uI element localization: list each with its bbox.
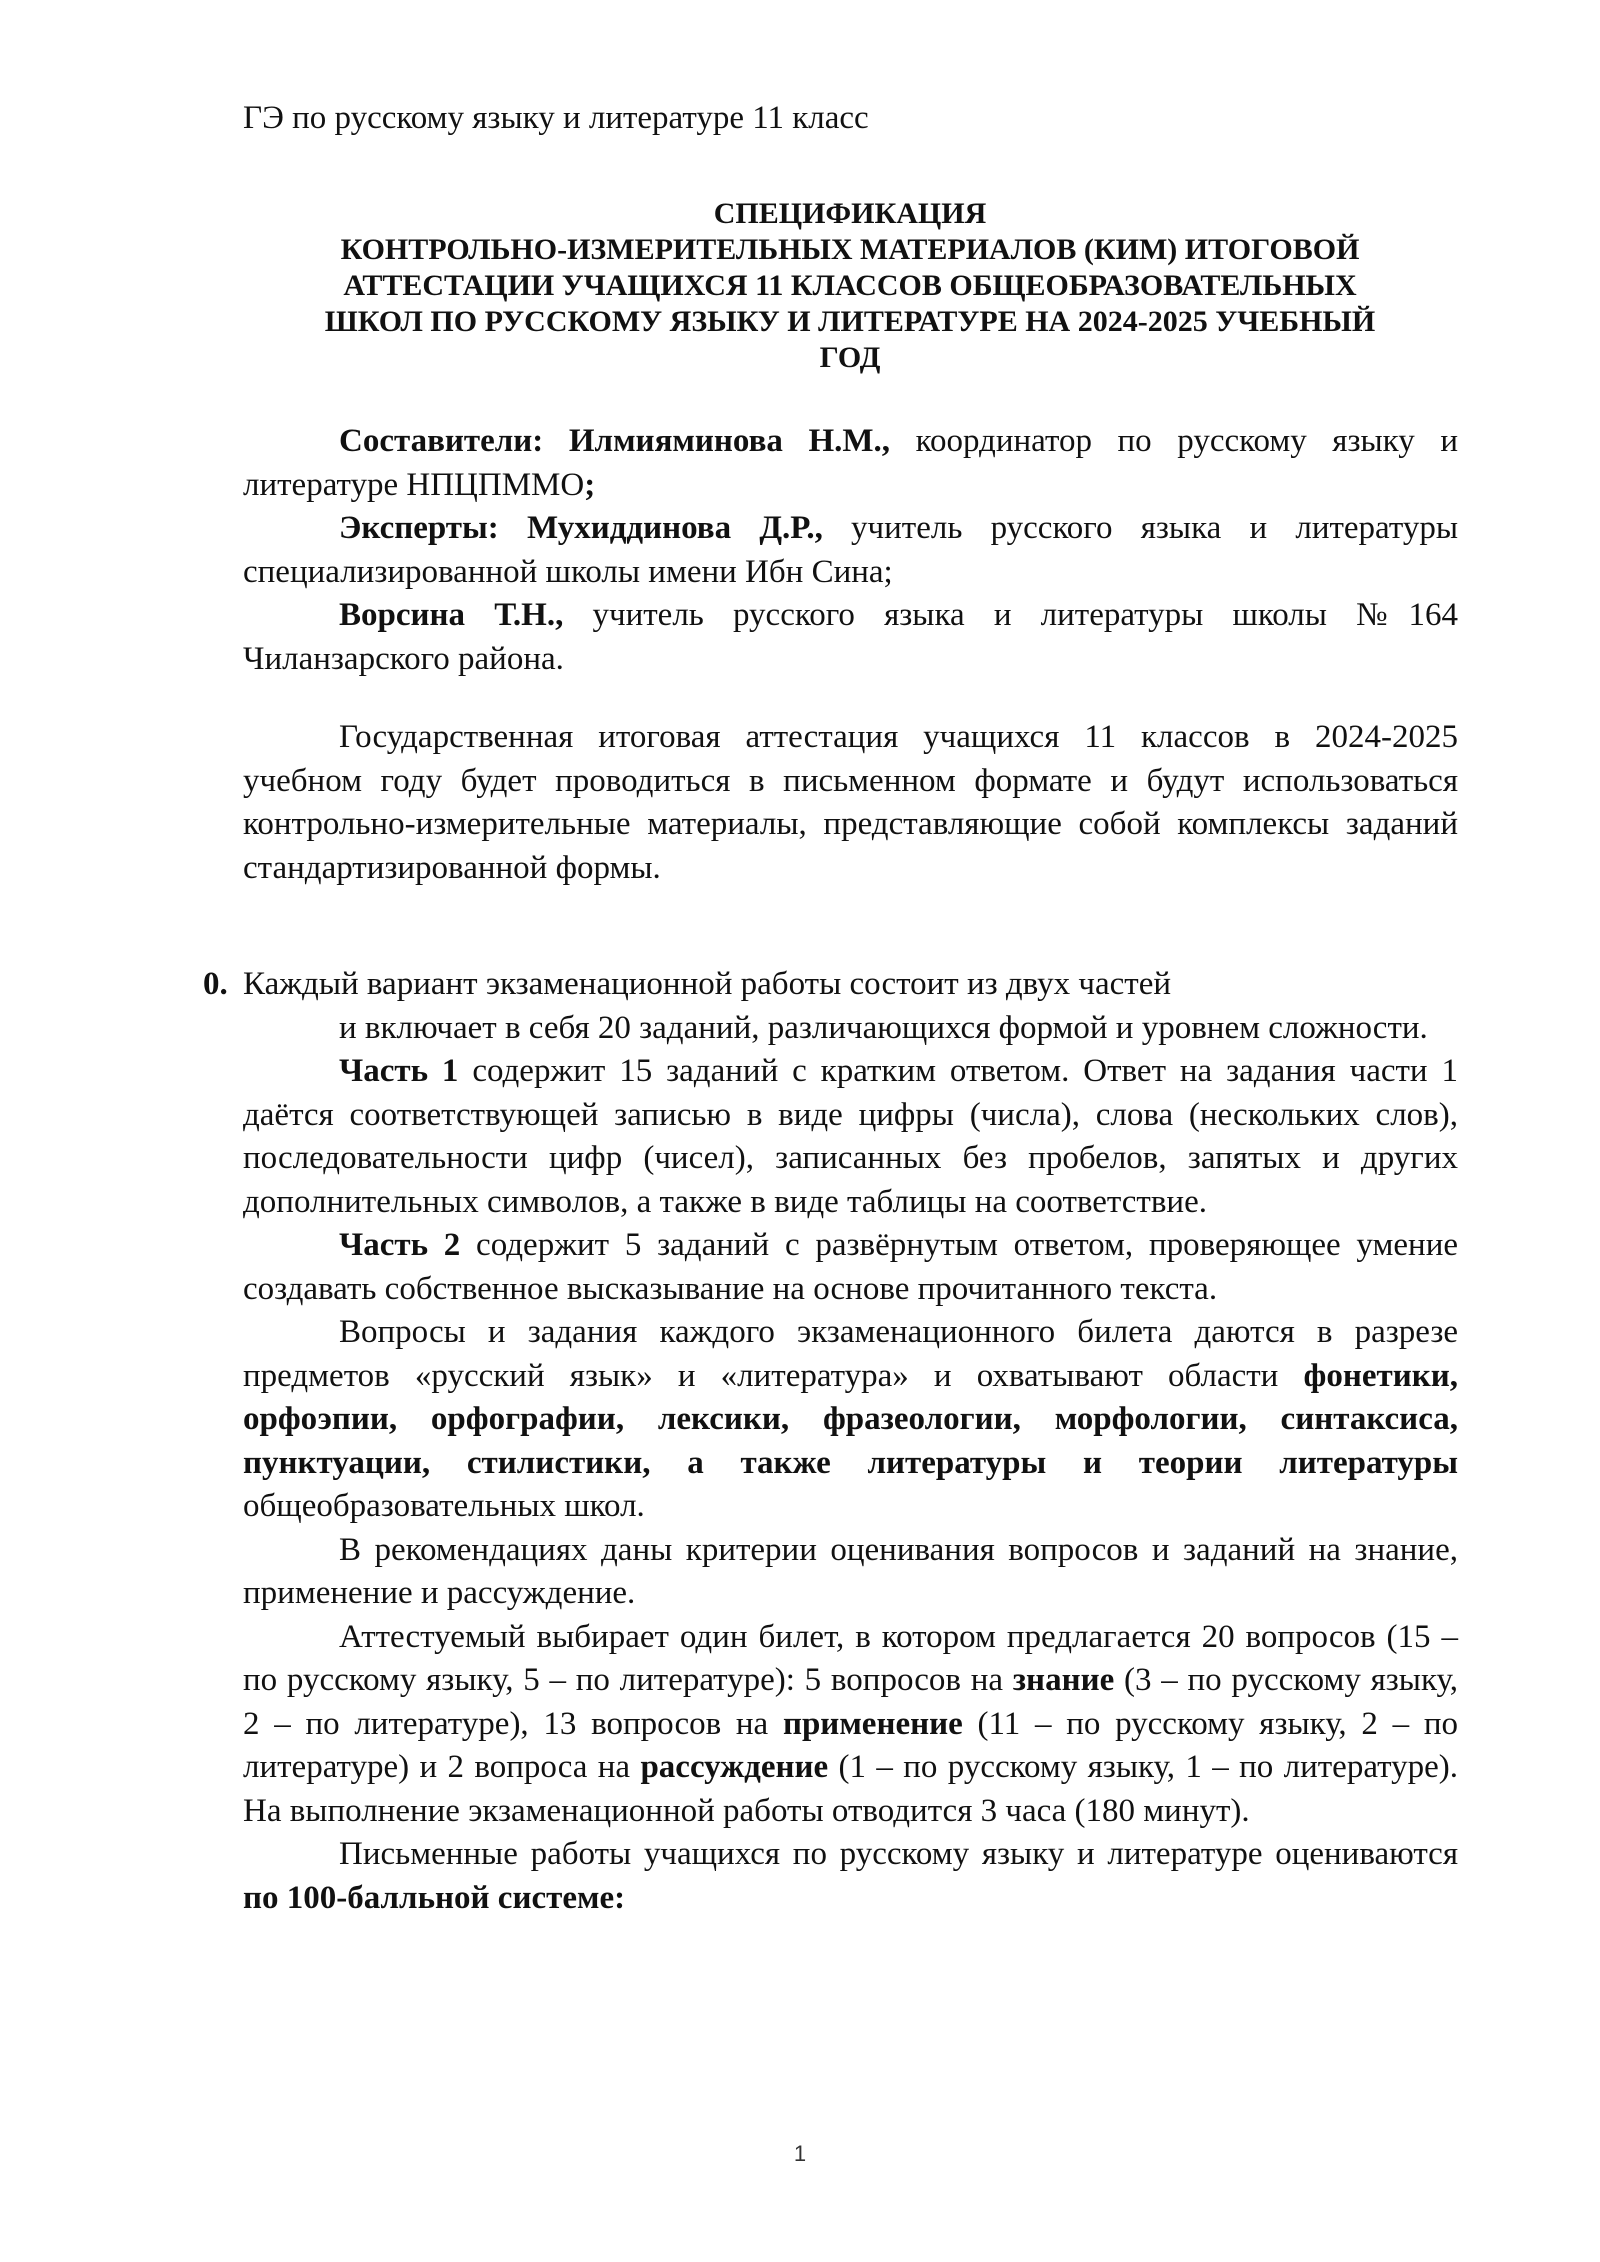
title-line: СПЕЦИФИКАЦИЯ	[713, 197, 987, 230]
expert2-paragraph	[243, 594, 1458, 681]
part1-paragraph	[243, 1050, 1458, 1224]
part2-text: содержит 5 заданий с развёрнутым ответом, проверяющее умение создавать собственное высказывание на основе прочитанного текста.	[243, 1227, 1458, 1307]
intro-paragraph: Государственная итоговая аттестация учащихся 11 классов в 2024-2025 учебном году будет проводиться в письменном формате и будут использоваться контрольно-измерительные материалы, представляющие собой комплексы заданий стандартизированной формы.	[243, 719, 1458, 886]
title-line: ШКОЛ ПО РУССКОМУ ЯЗЫКУ И ЛИТЕРАТУРЕ НА 2024-2025 УЧЕБНЫЙ	[324, 305, 1376, 338]
title-line: ГОД	[819, 341, 881, 374]
expert1-paragraph	[243, 507, 1458, 594]
title-line: АТТЕСТАЦИИ УЧАЩИХСЯ 11 КЛАССОВ ОБЩЕОБРАЗОВАТЕЛЬНЫХ	[343, 269, 1357, 302]
ticket-text-d: (1 – по русскому языку, 1 – по литературе). На выполнение экзаменационной работы отводится 3 часа (180 минут).	[243, 1749, 1458, 1829]
ticket-text-c: (11 – по русскому языку, 2 – по литературе) и 2 вопроса на	[243, 1705, 1458, 1785]
section-0-block	[243, 963, 1458, 1920]
areas-text: Вопросы и задания каждого экзаменационного билета даются в разрезе предметов «русский язык» и «литература» и охватывают области	[243, 1314, 1458, 1394]
document-title	[240, 196, 1460, 376]
areas-bold: фонетики, орфоэпии, орфографии, лексики, фразеологии, морфологии, синтаксиса, пунктуации, стилистики, а также литературы и теории литературы	[243, 1357, 1458, 1481]
compilers-paragraph	[243, 420, 1458, 507]
part1-label: Часть 1	[339, 1053, 459, 1089]
authors-block	[243, 420, 1458, 681]
compiler-name: Илмияминова Н.М.,	[568, 423, 891, 459]
grading-paragraph	[243, 1833, 1458, 1920]
ticket-reasoning: рассуждение	[640, 1749, 829, 1785]
ticket-application: применение	[782, 1705, 963, 1742]
part2-paragraph	[243, 1224, 1458, 1311]
title-line: КОНТРОЛЬНО-ИЗМЕРИТЕЛЬНЫХ МАТЕРИАЛОВ (КИМ) ИТОГОВОЙ	[340, 233, 1360, 266]
ticket-paragraph	[243, 1616, 1458, 1834]
ticket-text-a: Аттестуемый выбирает один билет, в котором предлагается 20 вопросов (15 – по русскому языку, 5 – по литературе): 5 вопросов на	[243, 1618, 1458, 1698]
criteria-paragraph: В рекомендациях даны критерии оценивания вопросов и заданий на знание, применение и рассуждение.	[243, 1531, 1458, 1611]
grading-text: Письменные работы учащихся по русскому языку и литературе оцениваются	[339, 1836, 1458, 1872]
section-0-line2: и включает в себя 20 заданий, различающихся формой и уровнем сложности.	[339, 1009, 1428, 1046]
page-number: 1	[793, 2141, 807, 2166]
expert2-role: учитель русского языка и литературы школы №164 Чиланзарского района.	[243, 597, 1458, 677]
section-0-line1: Каждый вариант экзаменационной работы состоит из двух частей	[243, 966, 1171, 1002]
compilers-label: Составители:	[339, 423, 544, 459]
intro-block	[243, 716, 1458, 890]
areas-end: общеобразовательных школ.	[243, 1488, 645, 1524]
part2-label: Часть 2	[339, 1227, 461, 1263]
compiler-role: координатор по русскому языку и литературе НПЦПММО	[243, 423, 1458, 503]
ticket-text-b: (3 – по русскому языку, 2 – по литературе), 13 вопросов на	[243, 1662, 1458, 1742]
expert1-role: учитель русского языка и литературы специализированной школы имени Ибн Сина;	[243, 510, 1459, 590]
expert1-name: Мухиддинова Д.Р.,	[526, 510, 823, 546]
part1-text: содержит 15 заданий с кратким ответом. Ответ на задания части 1 даётся соответствующей записью в виде цифры (числа), слова (нескольких слов), последовательности цифр (чисел), записанных без пробелов, запятых и других дополнительных символов, а также в виде таблицы на соответствие.	[243, 1053, 1458, 1220]
running-header: ГЭ по русскому языку и литературе 11 класс	[243, 100, 869, 136]
areas-paragraph	[243, 1311, 1458, 1529]
experts-label: Эксперты:	[339, 510, 499, 546]
compiler-end: ;	[584, 466, 596, 503]
section-number: 0.	[203, 966, 228, 1002]
ticket-knowledge: знание	[1012, 1662, 1115, 1698]
expert2-name: Ворсина Т.Н.,	[339, 597, 564, 633]
grading-bold: по 100-балльной системе:	[243, 1879, 626, 1916]
